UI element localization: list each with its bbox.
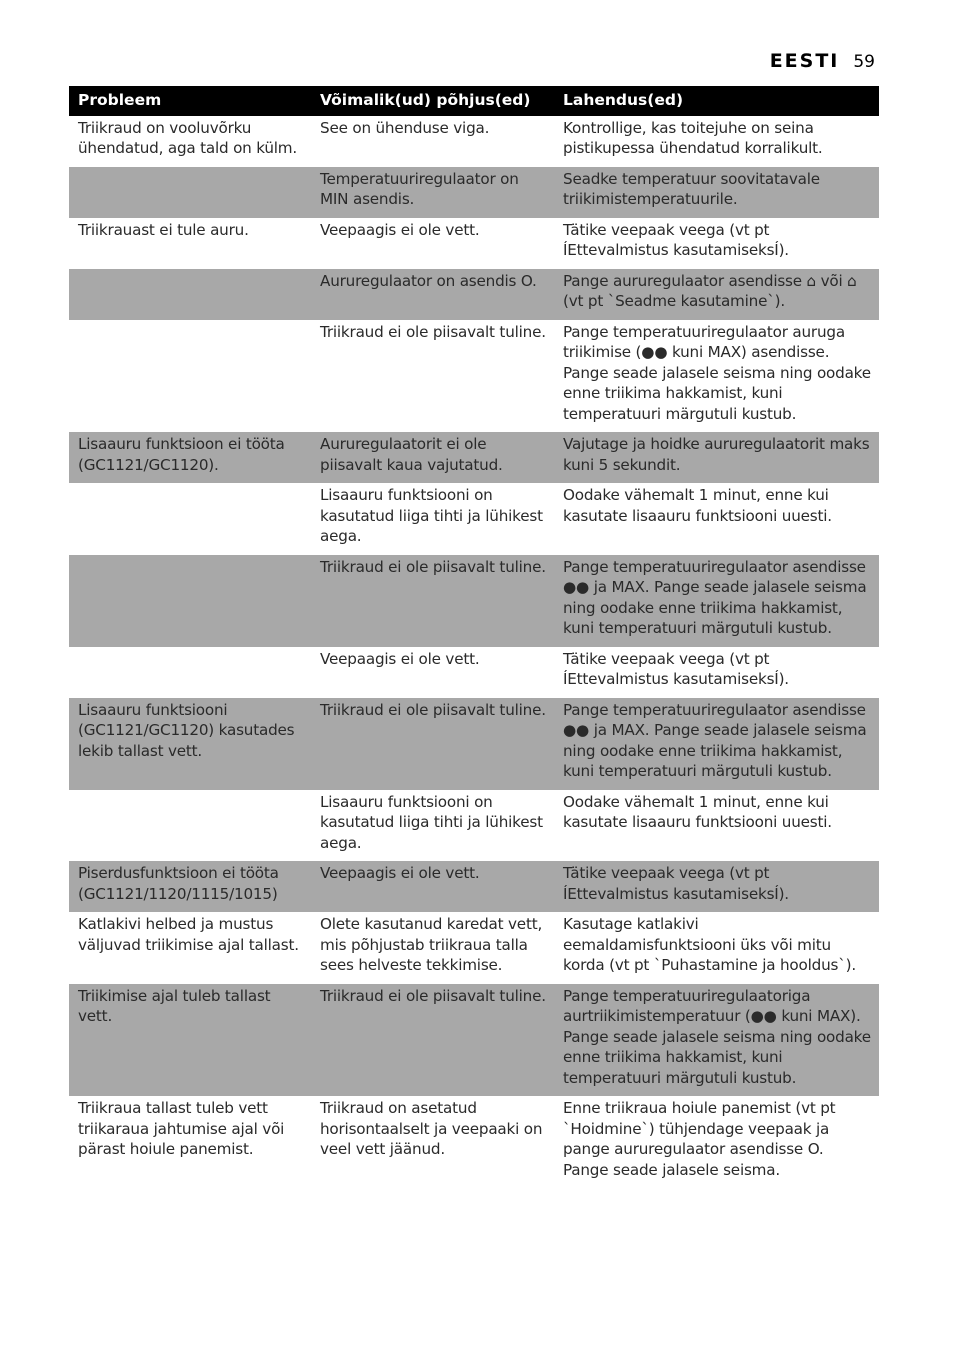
table-row (69, 432, 879, 483)
table-row (69, 698, 879, 790)
page-number: 59 (853, 52, 875, 72)
solution-cell: Pange temperatuuriregulaatoriga aurtriikimistemperatuur (●● kuni MAX). Pange seade jalasele seisma ning oodake enne triikima hakkamist, kuni temperatuuri märgutuli kustub. (554, 984, 879, 1097)
table-row (69, 116, 879, 167)
table-row (69, 1096, 879, 1188)
page-header (770, 50, 875, 72)
table-header-row (69, 86, 879, 116)
table-row (69, 790, 879, 862)
cause-cell: Aururegulaator on asendis O. (311, 269, 554, 320)
table-row (69, 269, 879, 320)
problem-cell (69, 790, 311, 862)
solution-cell: Kasutage katlakivi eemaldamisfunktsiooni üks või mitu korda (vt pt `Puhastamine ja hooldus`). (563, 915, 856, 974)
column-header-solution: Lahendus(ed) (554, 86, 879, 116)
table-row (69, 647, 879, 698)
solution-cell: Tätike veepaak veega (vt pt ÍEttevalmistus kasutamiseksÍ). (554, 861, 879, 912)
problem-cell: Triikraud on vooluvõrku ühendatud, aga tald on külm. (78, 118, 298, 157)
cause-cell: Aururegulaatorit ei ole piisavalt kaua vajutatud. (311, 432, 554, 483)
table-row (69, 861, 879, 912)
table-row (69, 218, 879, 269)
cause-cell: Triikraud ei ole piisavalt tuline. (311, 984, 554, 1097)
solution-cell: Tätike veepaak veega (vt pt ÍEttevalmistus kasutamiseksÍ). (563, 220, 789, 259)
table-row (69, 320, 879, 433)
cause-cell: Olete kasutanud karedat vett, mis põhjustab triikraua talla sees helveste tekkimise. (320, 915, 543, 974)
solution-cell: Enne triikraua hoiule panemist (vt pt `Hoidmine`) tühjendage veepaak ja pange aururegulaator asendisse O. Pange seade jalasele seisma. (563, 1099, 836, 1179)
problem-cell: Triikimise ajal tuleb tallast vett. (69, 984, 311, 1097)
cause-cell: Lisaauru funktsiooni on kasutatud liiga tihti ja lühikest aega. (320, 792, 543, 852)
language-label: EESTI (769, 50, 840, 72)
problem-cell (69, 555, 311, 647)
solution-cell: Pange temperatuuriregulaator asendisse ●● ja MAX. Pange seade jalasele seisma ning oodake enne triikima hakkamist, kuni temperatuuri märgutuli kustub. (554, 555, 879, 647)
cause-cell: Triikraud ei ole piisavalt tuline. (311, 555, 554, 647)
solution-cell: Pange temperatuuriregulaator auruga triikimise (●● kuni MAX) asendisse. Pange seade jalasele seisma ning oodake enne triikima hakkamist, kuni temperatuuri märgutuli kustub. (563, 322, 871, 423)
cause-cell: Veepaagis ei ole vett. (320, 220, 480, 239)
cause-cell: Triikraud on asetatud horisontaalselt ja veepaaki on veel vett jäänud. (320, 1099, 543, 1158)
troubleshooting-table (69, 86, 879, 1188)
problem-cell (69, 167, 311, 218)
problem-cell (69, 647, 311, 698)
solution-cell: Tätike veepaak veega (vt pt ÍEttevalmistus kasutamiseksÍ). (563, 649, 789, 688)
cause-cell: See on ühenduse viga. (320, 118, 490, 137)
cause-cell: Triikraud ei ole piisavalt tuline. (311, 698, 554, 790)
cause-cell: Triikraud ei ole piisavalt tuline. (320, 322, 546, 341)
table-row (69, 167, 879, 218)
cause-cell: Veepaagis ei ole vett. (320, 649, 480, 668)
solution-cell: Kontrollige, kas toitejuhe on seina pistikupessa ühendatud korralikult. (563, 118, 823, 157)
problem-cell: Piserdusfunktsioon ei tööta (GC1121/1120/1115/1015) (69, 861, 311, 912)
problem-cell: Triikrauast ei tule auru. (78, 220, 249, 239)
column-header-problem: Probleem (69, 86, 311, 116)
problem-cell (69, 269, 311, 320)
table-row (69, 555, 879, 647)
problem-cell (69, 483, 311, 555)
problem-cell (69, 320, 311, 433)
problem-cell: Triikraua tallast tuleb vett triikaraua jahtumise ajal või pärast hoiule panemist. (78, 1099, 285, 1158)
problem-cell: Lisaauru funktsiooni (GC1121/GC1120) kasutades lekib tallast vett. (69, 698, 311, 790)
table-row (69, 483, 879, 555)
solution-cell: Vajutage ja hoidke aururegulaatorit maks kuni 5 sekundit. (554, 432, 879, 483)
solution-cell: Pange aururegulaator asendisse ⌂ või ⌂ (vt pt `Seadme kasutamine`). (554, 269, 879, 320)
solution-cell: Oodake vähemalt 1 minut, enne kui kasutate lisaauru funktsiooni uuesti. (563, 792, 832, 831)
cause-cell: Temperatuuriregulaator on MIN asendis. (311, 167, 554, 218)
problem-cell: Katlakivi helbed ja mustus väljuvad triikimise ajal tallast. (78, 915, 299, 954)
solution-cell: Seadke temperatuur soovitatavale triikimistemperatuurile. (554, 167, 879, 218)
cause-cell: Lisaauru funktsiooni on kasutatud liiga tihti ja lühikest aega. (320, 486, 543, 545)
solution-cell: Oodake vähemalt 1 minut, enne kui kasutate lisaauru funktsiooni uuesti. (563, 486, 832, 525)
table-row (69, 912, 879, 984)
cause-cell: Veepaagis ei ole vett. (311, 861, 554, 912)
table-row (69, 984, 879, 1097)
problem-cell: Lisaauru funktsioon ei tööta (GC1121/GC1120). (69, 432, 311, 483)
column-header-cause: Võimalik(ud) põhjus(ed) (311, 86, 554, 116)
solution-cell: Pange temperatuuriregulaator asendisse ●● ja MAX. Pange seade jalasele seisma ning oodake enne triikima hakkamist, kuni temperatuuri märgutuli kustub. (554, 698, 879, 790)
